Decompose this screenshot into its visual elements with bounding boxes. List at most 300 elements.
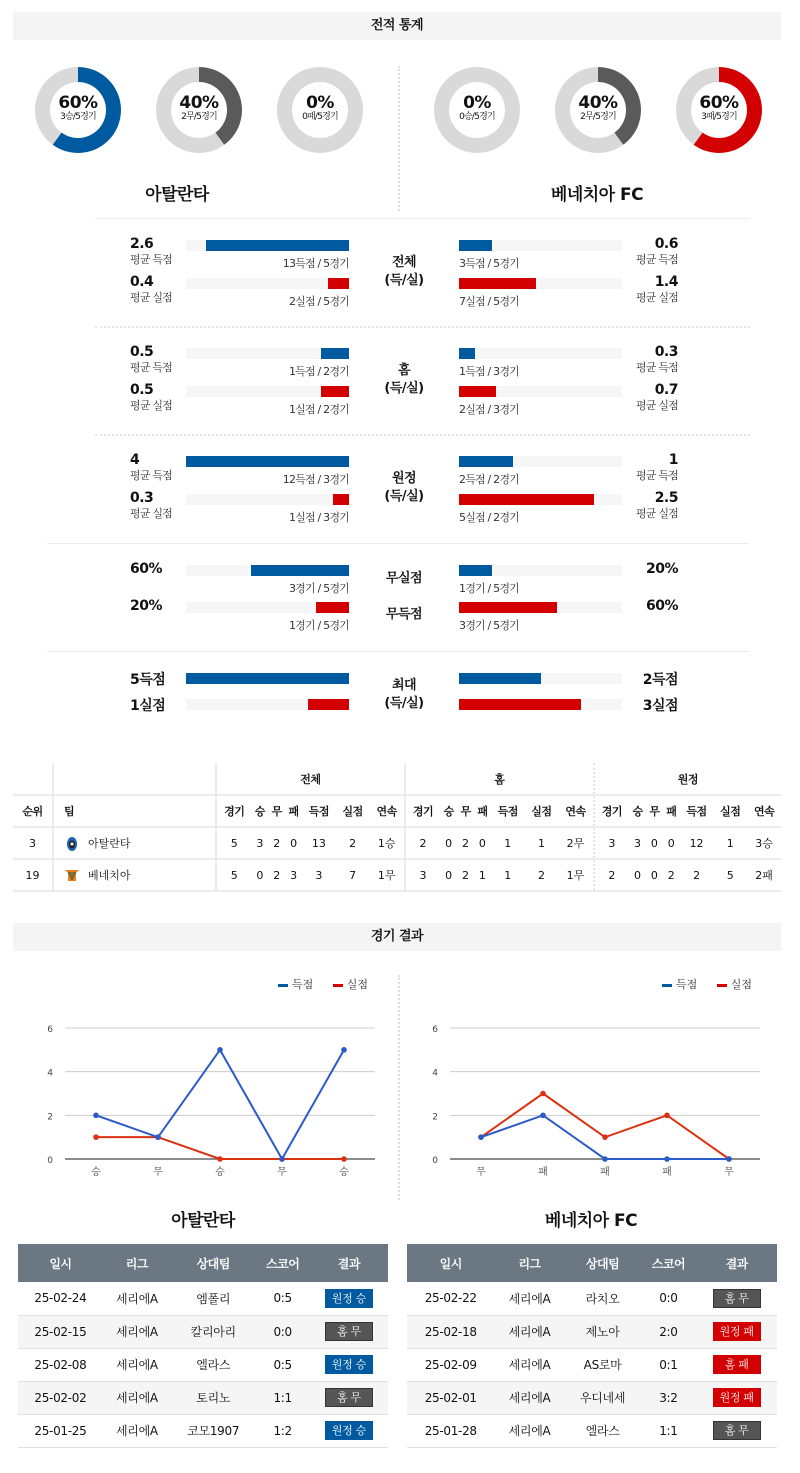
col-header: 스코어 [640,1244,696,1282]
stat-bar-caption: 13득점 / 5경기 [282,257,349,270]
stat-bar-fill [206,240,349,251]
all-stat: 2 [273,836,281,850]
stat-bar-track [186,494,349,505]
result-badge: 홈 패 [713,1355,761,1374]
stat-bar-fill [459,565,492,576]
date-cell: 25-02-08 [18,1348,103,1381]
stat-value: 1실점 [130,698,166,714]
away-stat: 3 [594,827,629,859]
result-badge: 홈 무 [713,1421,761,1440]
divider [47,651,749,652]
stat-group-title: 홈 [397,363,411,378]
away-stat: 2 [594,859,629,891]
home-stat: 1무 [566,869,585,882]
stat-bar-caption: 1실점 / 3경기 [288,511,349,524]
date-cell: 25-02-22 [407,1282,494,1315]
home-results-table [18,1244,388,1448]
away-goals-line-chart [415,1015,775,1180]
stat-bar-track [459,386,622,397]
divider [95,326,750,328]
stat-group-title: 전체 [391,255,417,270]
svg-text:0: 0 [47,1156,53,1166]
stat-bar-track [459,456,622,467]
col-team: 팀 [53,795,216,827]
away-team-donut-1 [555,67,641,153]
stat-label: 평균 실점 [635,399,678,412]
team-name: 베네치아 [88,868,131,882]
col-header: 리그 [103,1244,171,1282]
opp-cell: 칼리아리 [171,1315,256,1348]
away-stat: 0 [650,868,658,882]
score-cell: 0:1 [640,1348,696,1381]
away-team-donut-0 [434,67,520,153]
col-header: 결과 [310,1244,388,1282]
donut-percent: 40% [578,93,618,113]
away-stat: 0 [667,836,675,850]
stat-label: 평균 실점 [635,291,678,304]
league-cell: 세리에A [103,1282,171,1315]
donut-center [691,82,747,138]
score-cell: 0:5 [256,1348,310,1381]
result-cell [310,1414,388,1447]
stat-bar-fill [459,456,513,467]
stat-group-subtitle: (득/실) [384,381,424,396]
stat-bar-track [459,278,622,289]
all-stat: 5 [216,827,251,859]
all-stat: 5 [216,859,251,891]
stat-bar-track [186,673,349,684]
all-stat: 2 [349,836,357,850]
stat-value: 0.5 [130,382,154,398]
divider [95,218,750,219]
svg-text:4: 4 [47,1068,53,1079]
stat-bar-caption: 12득점 / 3경기 [282,473,349,486]
col-header: 스코어 [256,1244,310,1282]
svg-text:무: 무 [277,1167,287,1178]
stat-bar-fill [321,386,349,397]
away-team-name: 베네치아 FC [550,185,644,205]
donut-center [50,82,106,138]
stat-value: 0.4 [130,274,154,290]
stat-bar-caption: 1경기 / 5경기 [459,582,520,595]
all-stat: 3 [290,868,298,882]
home-stat: 1 [537,836,545,850]
stat-bar-fill [459,673,541,684]
home-results-title: 아탈란타 [171,1211,235,1231]
stat-bar-track [459,699,622,710]
home-stat: 0 [478,836,486,850]
col-all-3: 패 [288,805,299,818]
league-cell: 세리에A [103,1414,171,1447]
col-all-0: 경기 [216,795,251,827]
legend-scored-label: 득점 [292,978,314,991]
svg-text:0: 0 [432,1156,438,1166]
home-stat: 2무 [566,837,585,850]
stat-value: 20% [645,561,678,577]
stat-bar-caption: 3경기 / 5경기 [288,582,349,595]
table-row [13,827,781,859]
rank: 3 [29,836,36,850]
atalanta-logo-icon [64,836,80,852]
stat-bar-fill [459,494,594,505]
home-stat: 2 [405,827,440,859]
score-cell: 1:1 [256,1381,310,1414]
home-stat: 2 [462,836,470,850]
failed-to-score-label: 무득점 [385,607,423,622]
date-cell: 25-02-24 [18,1282,103,1315]
league-cell: 세리에A [103,1381,171,1414]
home-stat: 1 [478,868,486,882]
svg-text:무: 무 [153,1167,163,1178]
all-stat: 0 [290,836,298,850]
col-all-5: 실점 [342,805,363,818]
col-home-1: 승 [443,805,454,818]
stat-group-subtitle: (득/실) [384,489,424,504]
stat-bar-fill [459,278,536,289]
away-stat: 2패 [755,869,773,882]
stat-label: 평균 실점 [635,507,678,520]
legend-conceded-label: 실점 [346,978,369,991]
stat-bar-track [459,240,622,251]
section-title-record-stats: 전적 통계 [13,12,781,40]
stat-bar-track [186,240,349,251]
legend-scored-swatch [662,984,672,987]
col-away-1: 승 [632,805,643,818]
away-stat: 3승 [755,837,773,850]
divider [398,66,400,211]
max-label [364,677,444,713]
col-away-6: 연속 [753,805,775,818]
col-away-3: 패 [666,805,677,818]
date-cell: 25-02-02 [18,1381,103,1414]
result-badge: 원정 승 [325,1421,373,1440]
legend-scored-label: 득점 [676,978,698,991]
stat-bar-caption: 2실점 / 5경기 [288,295,349,308]
donut-caption: 3승/5경기 [60,112,96,122]
stat-bar-caption: 2득점 / 2경기 [459,473,520,486]
result-cell [310,1381,388,1414]
home-stat: 0 [445,868,453,882]
stat-value: 0.6 [654,236,678,252]
divider [398,975,400,1200]
league-cell: 세리에A [494,1282,564,1315]
stat-group-label [364,470,444,506]
home-stat: 2 [462,868,470,882]
stat-value: 20% [130,598,163,614]
result-badge: 원정 승 [325,1289,373,1308]
home-goals-line-chart [30,1015,390,1180]
group-header-all: 전체 [216,763,405,795]
all-stat: 13 [311,836,326,850]
svg-text:패: 패 [538,1167,548,1178]
stat-bar-fill [459,602,557,613]
svg-text:승: 승 [91,1167,101,1178]
legend-conceded-label: 실점 [730,978,753,991]
stat-bar-caption: 5실점 / 2경기 [459,511,520,524]
stat-bar-fill [321,348,349,359]
svg-text:승: 승 [339,1167,349,1178]
donut-center [449,82,505,138]
donut-percent: 0% [306,93,334,113]
col-home-4: 득점 [497,805,518,818]
stat-bar-caption: 1득점 / 3경기 [459,365,520,378]
donut-percent: 0% [463,93,491,113]
svg-text:6: 6 [432,1025,438,1035]
col-away-5: 실점 [720,805,741,818]
donut-caption: 2무/5경기 [580,112,616,122]
date-cell: 25-02-09 [407,1348,494,1381]
col-away-0: 경기 [594,795,629,827]
donut-center [292,82,348,138]
stat-value: 4 [130,452,140,468]
league-cell: 세리에A [494,1381,564,1414]
stat-bar-fill [459,240,492,251]
donut-center [171,82,227,138]
opp-cell: 엠폴리 [171,1282,256,1315]
donut-percent: 60% [58,93,98,113]
stat-bar-caption: 7실점 / 5경기 [459,295,520,308]
result-cell [310,1348,388,1381]
league-cell: 세리에A [103,1348,171,1381]
stat-label: 평균 득점 [635,253,678,266]
league-cell: 세리에A [494,1315,564,1348]
date-cell: 25-01-28 [407,1414,494,1447]
stat-bar-fill [459,386,496,397]
result-cell [696,1414,777,1447]
opp-cell: 라치오 [565,1282,641,1315]
home-stat: 2 [537,868,545,882]
away-stat: 0 [634,868,642,882]
opp-cell: 제노아 [565,1315,641,1348]
stat-label: 평균 득점 [130,361,173,374]
table-row [407,1282,777,1315]
home-stat: 3 [405,859,440,891]
opp-cell: 코모1907 [171,1414,256,1447]
home-stat: 0 [445,836,453,850]
group-header-home: 홈 [405,763,594,795]
away-stat: 2 [667,868,675,882]
max-subtitle: (득/실) [384,696,424,711]
col-home-2: 무 [460,805,471,818]
away-stat: 12 [689,836,704,850]
col-home-3: 패 [477,805,488,818]
stat-group-title: 원정 [391,471,417,486]
opp-cell: 엘라스 [565,1414,641,1447]
away-stat: 0 [650,836,658,850]
header-row [18,1244,388,1282]
table-row [407,1348,777,1381]
stat-label: 평균 실점 [130,399,173,412]
home-team-name: 아탈란타 [145,185,209,205]
stat-bar-track [186,348,349,359]
legend-conceded-swatch [333,984,343,987]
divider [95,434,750,436]
all-stat: 2 [273,868,281,882]
league-cell: 세리에A [494,1348,564,1381]
col-away-2: 무 [649,805,660,818]
score-cell: 1:1 [640,1414,696,1447]
team-cell [53,827,216,859]
score-cell: 0:5 [256,1282,310,1315]
stat-value: 60% [130,561,163,577]
stat-bar-fill [333,494,349,505]
stat-value: 60% [645,598,678,614]
col-header: 상대팀 [171,1244,256,1282]
rank: 19 [25,868,40,882]
stat-bar-fill [459,699,581,710]
table-row [407,1315,777,1348]
away-results-title: 베네치아 FC [544,1211,638,1231]
table-row [18,1282,388,1315]
home-stat: 1 [504,836,512,850]
stat-label: 평균 득점 [635,469,678,482]
stat-bar-track [186,278,349,289]
stat-value: 1.4 [654,274,678,290]
donut-percent: 40% [179,93,219,113]
stat-bar-fill [251,565,349,576]
stat-bar-track [459,494,622,505]
result-badge: 원정 패 [713,1388,761,1407]
stat-bar-caption: 1경기 / 5경기 [288,619,349,632]
donut-caption: 2무/5경기 [181,112,217,122]
stat-bar-track [459,602,622,613]
stat-bar-fill [328,278,349,289]
stat-label: 평균 득점 [130,253,173,266]
stat-value: 2.6 [130,236,154,252]
stat-bar-track [459,565,622,576]
section-title-match-results: 경기 결과 [13,923,781,951]
col-home-5: 실점 [531,805,552,818]
table-row [13,859,781,891]
chart-legend-home [278,976,368,992]
stat-bar-caption: 3득점 / 5경기 [459,257,520,270]
date-cell: 25-01-25 [18,1414,103,1447]
stat-label: 평균 실점 [130,507,173,520]
venezia-logo-icon [64,868,80,884]
opp-cell: AS로마 [565,1348,641,1381]
stat-bar-fill [459,348,475,359]
result-cell [310,1282,388,1315]
home-stat: 1 [504,868,512,882]
stat-bar-track [459,673,622,684]
result-cell [696,1282,777,1315]
stat-bar-fill [316,602,349,613]
team-cell [53,859,216,891]
stat-bar-track [186,386,349,397]
max-title: 최대 [391,678,417,693]
donut-caption: 3패/5경기 [701,112,737,122]
result-badge: 홈 무 [325,1388,373,1407]
all-stat: 7 [349,868,357,882]
result-badge: 홈 무 [713,1289,761,1308]
stat-group-label [364,254,444,290]
svg-text:승: 승 [215,1167,225,1178]
away-team-donut-2 [676,67,762,153]
away-stat: 5 [726,868,734,882]
legend-conceded-swatch [717,984,727,987]
all-stat: 1승 [377,837,396,850]
result-cell [696,1315,777,1348]
svg-text:2: 2 [432,1112,438,1123]
col-header: 리그 [494,1244,564,1282]
all-stat: 3 [256,836,264,850]
col-all-2: 무 [271,805,282,818]
all-stat: 0 [256,868,264,882]
table-row [18,1414,388,1447]
col-all-1: 승 [254,805,265,818]
home-team-donut-2 [277,67,363,153]
stat-value: 1 [668,452,678,468]
table-row [18,1381,388,1414]
stat-bar-fill [186,673,349,684]
stat-label: 평균 득점 [635,361,678,374]
result-cell [310,1315,388,1348]
stat-value: 0.3 [130,490,154,506]
clean-sheet-label: 무실점 [385,571,423,586]
donut-percent: 60% [699,93,739,113]
group-header-away: 원정 [594,763,781,795]
team-name: 아탈란타 [88,836,131,850]
table-row [407,1381,777,1414]
svg-text:6: 6 [47,1025,53,1035]
table-row [407,1414,777,1447]
svg-text:2: 2 [47,1112,53,1123]
score-cell: 3:2 [640,1381,696,1414]
all-stat: 1무 [377,869,396,882]
col-header: 일시 [18,1244,103,1282]
col-rank: 순위 [22,805,43,818]
col-all-6: 연속 [376,805,397,818]
stat-bar-caption: 2실점 / 3경기 [459,403,520,416]
score-cell: 1:2 [256,1414,310,1447]
col-home-0: 경기 [405,795,440,827]
stat-group-label [364,362,444,398]
stat-bar-caption: 1득점 / 2경기 [288,365,349,378]
svg-text:무: 무 [476,1167,486,1178]
opp-cell: 토리노 [171,1381,256,1414]
away-stat: 3 [634,836,642,850]
col-away-4: 득점 [686,805,707,818]
header-row [407,1244,777,1282]
table-row [18,1315,388,1348]
stat-group-subtitle: (득/실) [384,273,424,288]
home-team-donut-1 [156,67,242,153]
donut-center [570,82,626,138]
result-cell [696,1348,777,1381]
home-team-donut-0 [35,67,121,153]
league-cell: 세리에A [494,1414,564,1447]
legend-scored-swatch [278,984,288,987]
stat-label: 평균 득점 [130,469,173,482]
svg-text:패: 패 [662,1167,672,1178]
stat-value: 0.3 [654,344,678,360]
score-cell: 0:0 [640,1282,696,1315]
score-cell: 0:0 [256,1315,310,1348]
opp-cell: 엘라스 [171,1348,256,1381]
stat-label: 평균 실점 [130,291,173,304]
donut-caption: 0승/5경기 [459,112,495,122]
col-all-4: 득점 [308,805,329,818]
away-results-table [407,1244,777,1448]
stat-bar-fill [308,699,349,710]
col-header: 일시 [407,1244,494,1282]
stat-bar-track [186,602,349,613]
stat-value: 2득점 [642,672,678,688]
stat-value: 0.7 [654,382,678,398]
away-stat: 2 [693,868,701,882]
stat-value: 0.5 [130,344,154,360]
stat-bar-fill [186,456,349,467]
